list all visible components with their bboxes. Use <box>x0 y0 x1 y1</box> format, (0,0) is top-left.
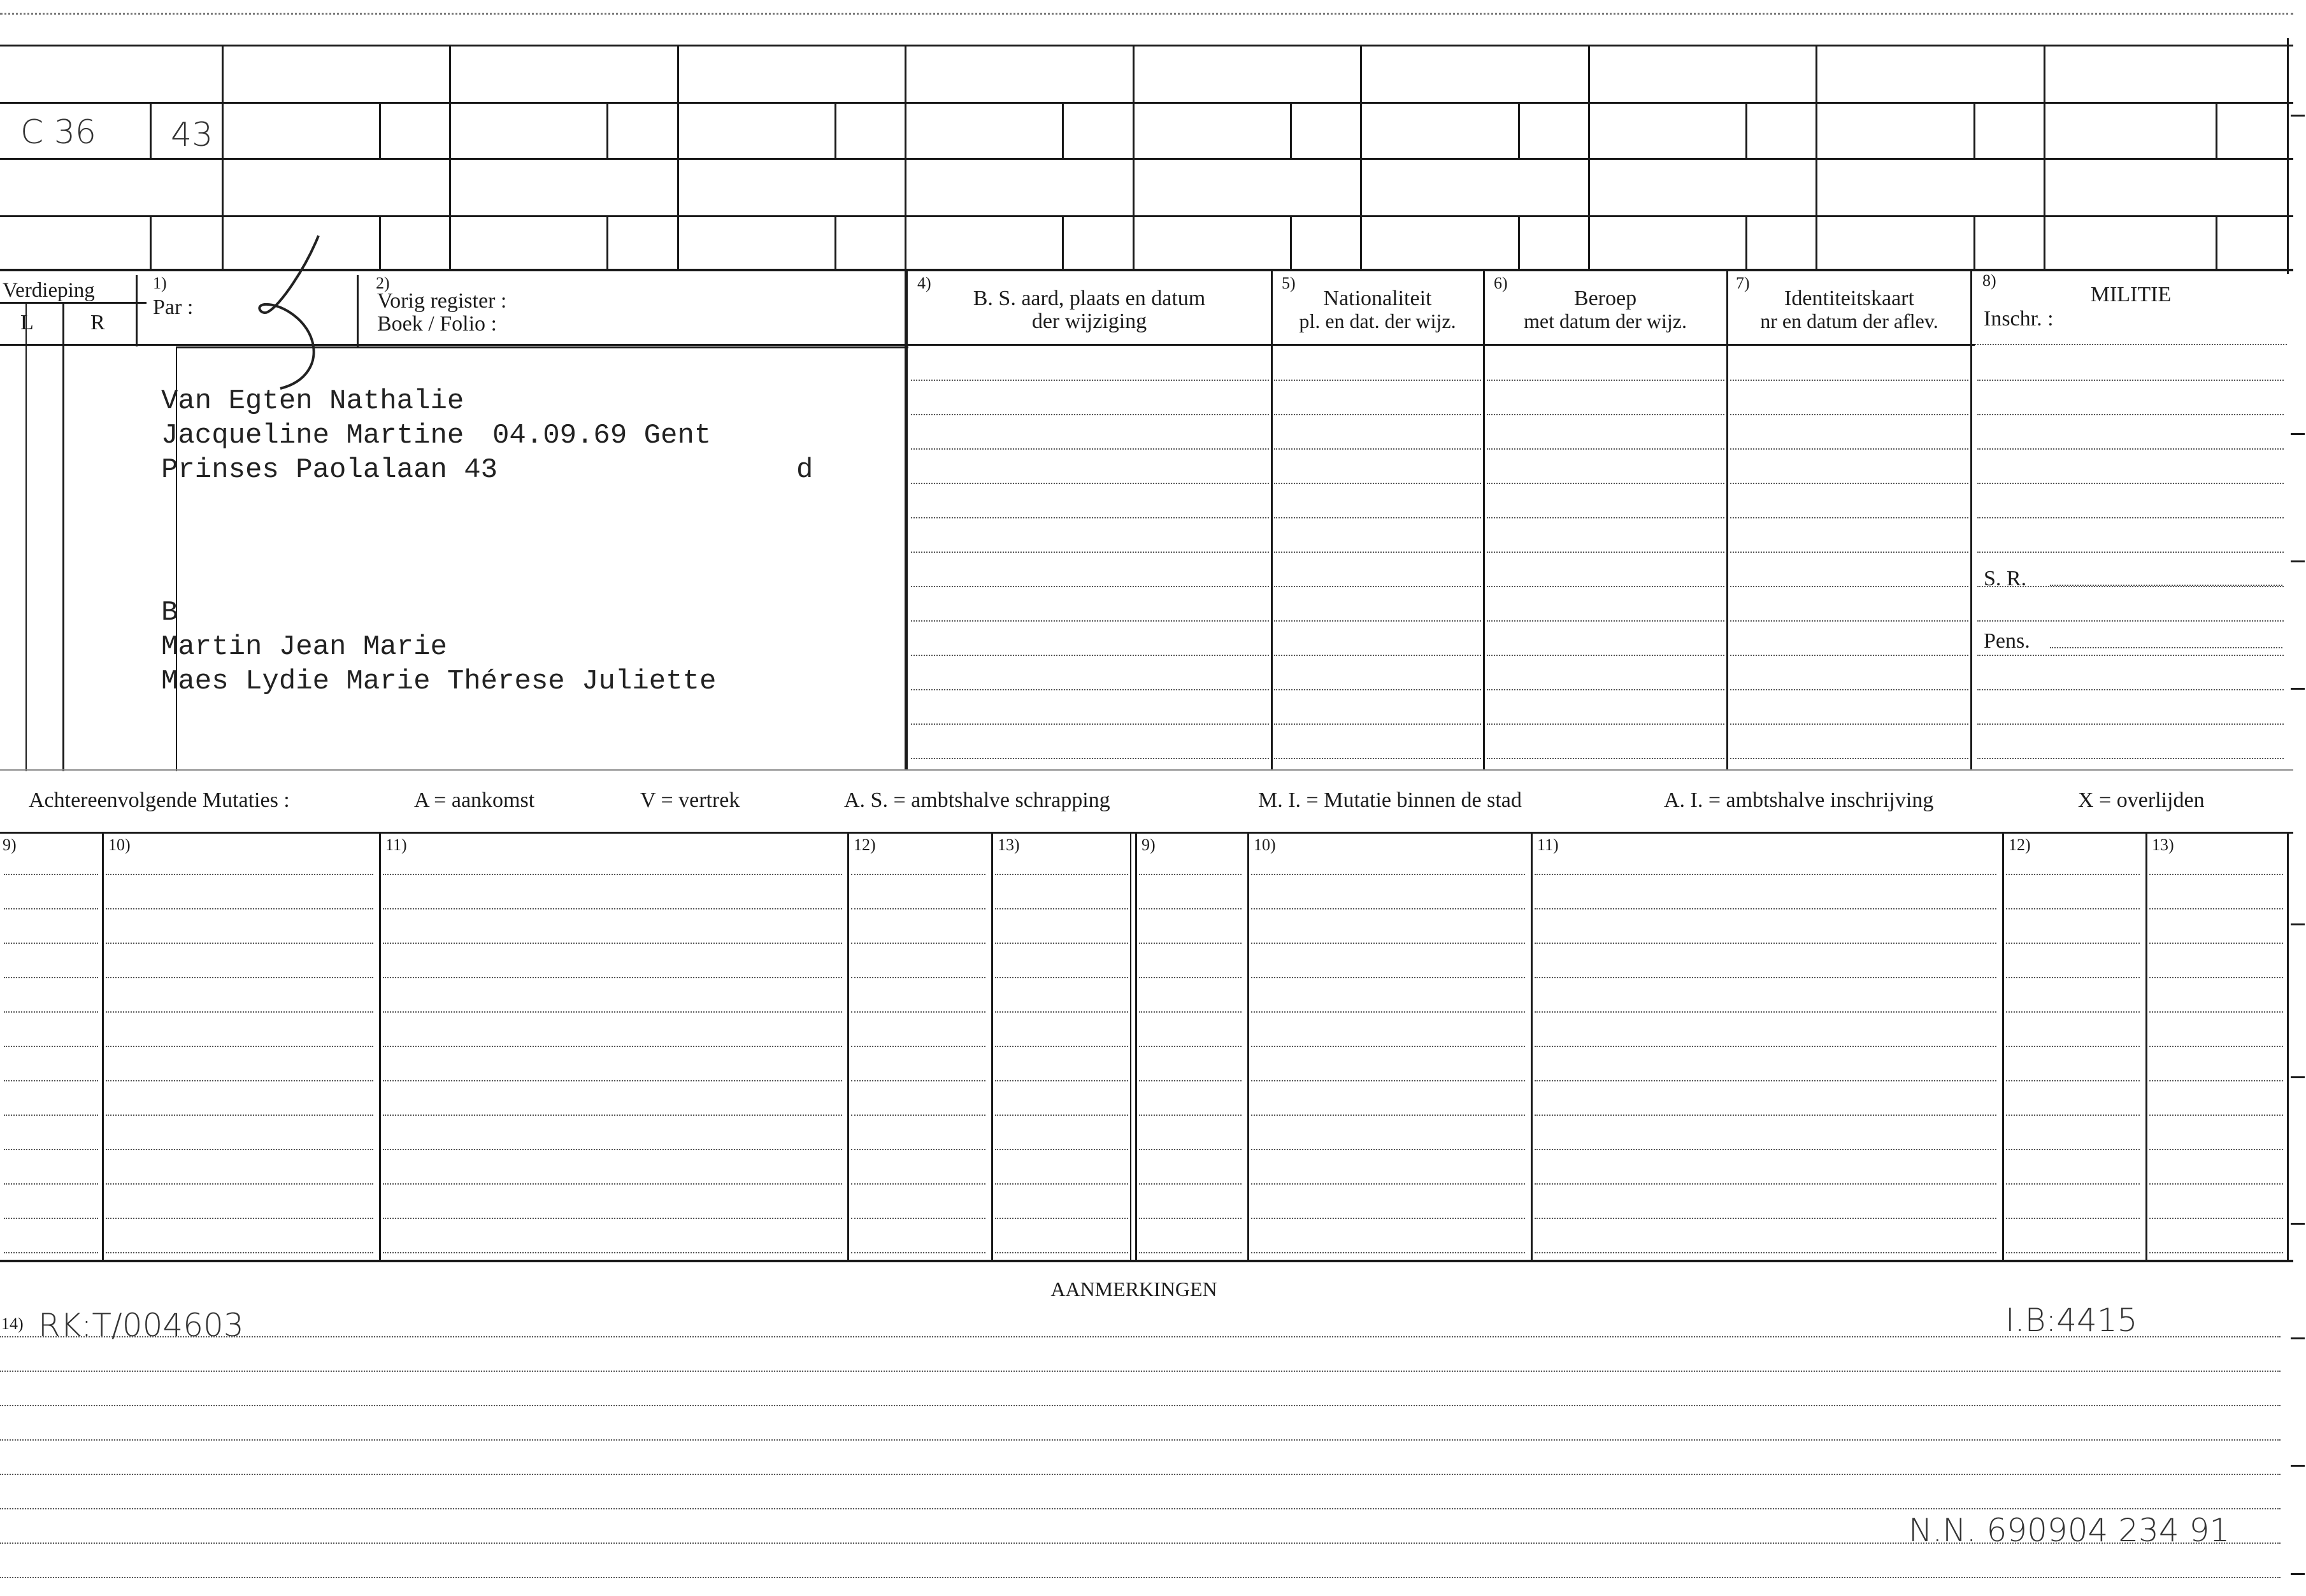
dotted-line <box>851 1218 985 1219</box>
dotted-line <box>911 586 1269 587</box>
dotted-line <box>1274 414 1481 415</box>
column-number: 9) <box>3 836 17 854</box>
dotted-line <box>1251 1011 1525 1013</box>
dotted-line <box>995 1115 1128 1116</box>
dotted-line <box>1730 723 1968 725</box>
column-divider <box>1135 832 1137 1261</box>
dotted-line <box>106 977 373 978</box>
edge-tick <box>2291 1573 2305 1575</box>
col6-label1: Beroep <box>1573 287 1637 310</box>
dotted-line <box>0 1543 2281 1544</box>
militie-pens: Pens. <box>1984 629 2030 653</box>
dotted-line <box>911 517 1269 518</box>
dotted-line <box>1977 517 2284 518</box>
col2-num: 2) <box>376 274 390 292</box>
dotted-line <box>106 1080 373 1081</box>
militie-sr: S. R. <box>1984 567 2027 590</box>
remarks-rk: RK:T/004603 <box>38 1307 244 1344</box>
dotted-line <box>1535 1149 1996 1150</box>
legend-as: A. S. = ambtshalve schrapping <box>844 788 1110 812</box>
dotted-line <box>0 1577 2281 1578</box>
dotted-line <box>106 1115 373 1116</box>
dotted-line <box>1139 1252 1242 1253</box>
dotted-line <box>995 1149 1128 1150</box>
dotted-line <box>1487 620 1724 622</box>
col2-label1: Vorig register : <box>377 289 507 313</box>
dotted-line <box>1251 874 1525 875</box>
dotted-line <box>995 908 1128 909</box>
col1-num: 1) <box>153 274 167 292</box>
dotted-line <box>1535 1218 1996 1219</box>
dotted-line <box>1977 483 2284 484</box>
dotted-line <box>106 1183 373 1185</box>
dotted-line <box>2149 1115 2283 1116</box>
dotted-line <box>4 1115 98 1116</box>
floor-label: Verdieping <box>3 279 95 302</box>
col2-label2: Boek / Folio : <box>377 312 497 336</box>
dotted-line <box>1535 977 1996 978</box>
dotted-line <box>851 1149 985 1150</box>
dotted-line <box>1730 758 1968 759</box>
dotted-line <box>851 908 985 909</box>
dotted-line <box>2006 1080 2140 1081</box>
remarks-num: 14) <box>1 1315 24 1333</box>
dotted-line <box>2006 1149 2140 1150</box>
column-number: 11) <box>1537 836 1559 854</box>
dotted-line <box>1251 1149 1525 1150</box>
dotted-line <box>1730 448 1968 450</box>
col7-label2: nr en datum der aflev. <box>1760 310 1938 332</box>
dotted-line <box>911 380 1269 381</box>
dotted-line <box>2006 1252 2140 1253</box>
legend-x: X = overlijden <box>2078 788 2205 812</box>
edge-tick <box>2291 1465 2305 1467</box>
dotted-line <box>4 1218 98 1219</box>
col4-label2: der wijziging <box>1031 310 1147 333</box>
floor-left: L <box>20 311 34 334</box>
dotted-line <box>911 552 1269 553</box>
dotted-line <box>1535 874 1996 875</box>
dotted-line <box>1251 1080 1525 1081</box>
dotted-line <box>1487 586 1724 587</box>
dotted-line <box>851 1011 985 1013</box>
dotted-line <box>1487 483 1724 484</box>
dotted-line <box>995 874 1128 875</box>
edge-tick <box>2291 433 2305 435</box>
dotted-line <box>1535 1046 1996 1047</box>
dotted-line <box>1487 380 1724 381</box>
dotted-line <box>995 1218 1128 1219</box>
dotted-line <box>1251 1252 1525 1253</box>
dotted-line <box>0 1371 2281 1372</box>
dotted-line <box>1251 1183 1525 1185</box>
dotted-line <box>2006 977 2140 978</box>
dotted-line <box>1977 620 2284 622</box>
dotted-line <box>911 689 1269 690</box>
dotted-line <box>1730 689 1968 690</box>
dotted-line <box>911 448 1269 450</box>
dotted-line <box>2006 1115 2140 1116</box>
dotted-line <box>1274 380 1481 381</box>
col5-num: 5) <box>1282 274 1296 292</box>
dotted-line <box>1977 723 2284 725</box>
dotted-line <box>2149 1252 2283 1253</box>
dotted-line <box>383 1046 842 1047</box>
dotted-line <box>2149 1046 2283 1047</box>
dotted-line <box>1139 1183 1242 1185</box>
col8-num: 8) <box>1982 271 1996 290</box>
dotted-line <box>1139 1218 1242 1219</box>
dotted-line <box>4 1046 98 1047</box>
column-divider <box>1130 832 1131 1261</box>
remarks-ib: I.B:4415 <box>2005 1302 2138 1339</box>
dotted-line <box>995 1183 1128 1185</box>
dotted-line <box>383 1252 842 1253</box>
col5-label1: Nationaliteit <box>1323 287 1432 310</box>
dotted-line <box>4 908 98 909</box>
dotted-line <box>2149 1149 2283 1150</box>
dotted-line <box>1251 908 1525 909</box>
dotted-line <box>1139 1115 1242 1116</box>
dotted-line <box>1139 874 1242 875</box>
column-number: 10) <box>108 836 131 854</box>
dotted-line <box>1139 1011 1242 1013</box>
dotted-line <box>2006 943 2140 944</box>
dotted-line <box>1977 758 2284 759</box>
dotted-line <box>851 1115 985 1116</box>
dotted-line <box>1274 620 1481 622</box>
dotted-line <box>1274 586 1481 587</box>
dotted-line <box>995 1080 1128 1081</box>
militie-title: MILITIE <box>2090 283 2172 306</box>
col1-label: Par : <box>153 296 194 319</box>
column-number: 12) <box>854 836 876 854</box>
dotted-line <box>383 943 842 944</box>
dotted-line <box>106 874 373 875</box>
dotted-line <box>1487 655 1724 656</box>
dotted-line <box>1535 1115 1996 1116</box>
dotted-line <box>4 977 98 978</box>
dotted-line <box>2149 908 2283 909</box>
dotted-line <box>1977 689 2284 690</box>
dotted-line <box>1535 943 1996 944</box>
dotted-line <box>911 758 1269 759</box>
col5-label2: pl. en dat. der wijz. <box>1299 310 1456 332</box>
dotted-line <box>995 1252 1128 1253</box>
column-divider <box>1247 832 1249 1261</box>
column-divider <box>102 832 104 1261</box>
dotted-line <box>383 1149 842 1150</box>
mother-name: Maes Lydie Marie Thérese Juliette <box>161 666 717 697</box>
dotted-line <box>1487 758 1724 759</box>
remarks-title: AANMERKINGEN <box>1050 1278 1217 1300</box>
dotted-line <box>4 1183 98 1185</box>
dotted-line <box>106 943 373 944</box>
dotted-line <box>2006 1046 2140 1047</box>
dotted-line <box>1730 414 1968 415</box>
dotted-line <box>1977 380 2284 381</box>
dotted-line <box>1977 414 2284 415</box>
dotted-line <box>911 723 1269 725</box>
dotted-line <box>1487 517 1724 518</box>
dotted-line <box>1274 689 1481 690</box>
dotted-line <box>1535 1011 1996 1013</box>
dotted-line <box>1730 586 1968 587</box>
militie-inschr: Inschr. : <box>1984 307 2054 331</box>
column-number: 10) <box>1254 836 1276 854</box>
dotted-line <box>1730 655 1968 656</box>
dotted-line <box>1487 414 1724 415</box>
dotted-line <box>851 943 985 944</box>
column-divider <box>1531 832 1533 1261</box>
dotted-line <box>106 1252 373 1253</box>
dotted-line <box>1535 1080 1996 1081</box>
dotted-line <box>0 1508 2281 1509</box>
dotted-line <box>0 1439 2281 1441</box>
column-number: 9) <box>1142 836 1156 854</box>
dotted-line <box>911 483 1269 484</box>
dotted-line <box>4 1011 98 1013</box>
edge-tick <box>2291 1223 2305 1225</box>
dotted-line <box>1251 1218 1525 1219</box>
dotted-line <box>106 1218 373 1219</box>
dotted-line <box>1139 943 1242 944</box>
legend-mi: M. I. = Mutatie binnen de stad <box>1258 788 1522 812</box>
remarks-nn: N.N. 690904 234 91 <box>1909 1512 2230 1549</box>
column-divider <box>2287 832 2289 1261</box>
dotted-line <box>383 908 842 909</box>
col4-num: 4) <box>917 274 931 292</box>
dotted-line <box>383 1183 842 1185</box>
dotted-line <box>2006 874 2140 875</box>
dotted-line <box>1730 620 1968 622</box>
dotted-line <box>4 1252 98 1253</box>
person-given-names: Jacqueline Martine <box>161 420 464 452</box>
dotted-line <box>383 1218 842 1219</box>
dotted-line <box>1977 552 2284 553</box>
house-number: 43 <box>171 116 213 154</box>
section-code: C 36 <box>20 113 97 152</box>
dotted-line <box>2006 1011 2140 1013</box>
dotted-line <box>851 1252 985 1253</box>
dotted-line <box>995 1046 1128 1047</box>
col4-label1: B. S. aard, plaats en datum <box>973 287 1206 310</box>
dotted-line <box>1487 723 1724 725</box>
dotted-line <box>1535 1252 1996 1253</box>
col6-num: 6) <box>1494 274 1508 292</box>
edge-tick <box>2291 688 2305 690</box>
dotted-line <box>1274 723 1481 725</box>
person-birth: 04.09.69 Gent <box>492 420 712 452</box>
dotted-line <box>1139 1046 1242 1047</box>
dotted-line <box>0 1405 2281 1406</box>
dotted-line <box>911 655 1269 656</box>
dotted-line <box>4 1149 98 1150</box>
col7-num: 7) <box>1736 274 1750 292</box>
dotted-line <box>4 874 98 875</box>
dotted-line <box>383 874 842 875</box>
dotted-line <box>1139 1080 1242 1081</box>
dotted-line <box>1251 1046 1525 1047</box>
dotted-line <box>1730 552 1968 553</box>
column-number: 13) <box>998 836 1020 854</box>
dotted-line <box>383 977 842 978</box>
edge-tick <box>2291 560 2305 562</box>
dotted-line <box>851 1080 985 1081</box>
dotted-line <box>1139 1149 1242 1150</box>
legend-ai: A. I. = ambtshalve inschrijving <box>1664 788 1934 812</box>
dotted-line <box>1730 380 1968 381</box>
dotted-line <box>2006 908 2140 909</box>
dotted-line <box>1977 655 2284 656</box>
edge-tick <box>2291 1076 2305 1078</box>
dotted-line <box>2149 1080 2283 1081</box>
dotted-line <box>1977 448 2284 450</box>
legend-a: A = aankomst <box>414 788 535 812</box>
dotted-line <box>2149 977 2283 978</box>
dotted-line <box>1274 758 1481 759</box>
dotted-line <box>2149 874 2283 875</box>
edge-tick <box>2291 115 2305 117</box>
dotted-line <box>851 1046 985 1047</box>
dotted-line <box>851 874 985 875</box>
dotted-line <box>1487 448 1724 450</box>
column-number: 12) <box>2009 836 2031 854</box>
column-divider <box>991 832 993 1261</box>
dotted-line <box>1730 517 1968 518</box>
floor-right: R <box>90 311 105 334</box>
dotted-line <box>383 1080 842 1081</box>
dotted-line <box>2006 1218 2140 1219</box>
father-name: Martin Jean Marie <box>161 631 447 663</box>
dotted-line <box>851 1183 985 1185</box>
dotted-line <box>1487 689 1724 690</box>
col7-label1: Identiteitskaart <box>1784 287 1914 310</box>
dotted-line <box>851 977 985 978</box>
dotted-line <box>1274 655 1481 656</box>
dotted-line <box>2149 943 2283 944</box>
dotted-line <box>2149 1218 2283 1219</box>
parents-label: B <box>161 597 178 629</box>
col6-label2: met datum der wijz. <box>1524 310 1687 332</box>
dotted-line <box>106 908 373 909</box>
dotted-line <box>106 1046 373 1047</box>
person-marker: d <box>796 454 813 486</box>
dotted-line <box>1535 908 1996 909</box>
dotted-line <box>911 620 1269 622</box>
edge-tick <box>2291 923 2305 925</box>
dotted-line <box>106 1011 373 1013</box>
column-divider <box>847 832 849 1261</box>
dotted-line <box>2149 1011 2283 1013</box>
column-number: 13) <box>2152 836 2174 854</box>
column-divider <box>2002 832 2004 1261</box>
column-divider <box>2145 832 2147 1261</box>
dotted-line <box>1139 908 1242 909</box>
dotted-line <box>911 414 1269 415</box>
dotted-line <box>383 1115 842 1116</box>
person-name: Van Egten Nathalie <box>161 385 464 417</box>
dotted-line <box>995 1011 1128 1013</box>
dotted-line <box>1274 483 1481 484</box>
dotted-line <box>1251 1115 1525 1116</box>
pen-stroke <box>242 229 369 395</box>
dotted-line <box>1251 977 1525 978</box>
column-divider <box>379 832 381 1261</box>
legend-v: V = vertrek <box>640 788 740 812</box>
dotted-line <box>4 1080 98 1081</box>
person-address: Prinses Paolalaan 43 <box>161 454 498 486</box>
dotted-line <box>106 1149 373 1150</box>
dotted-line <box>2006 1183 2140 1185</box>
dotted-line <box>383 1011 842 1013</box>
legend-title: Achtereenvolgende Mutaties : <box>29 788 290 812</box>
dotted-line <box>1274 517 1481 518</box>
dotted-line <box>995 943 1128 944</box>
dotted-line <box>2149 1183 2283 1185</box>
dotted-line <box>1251 943 1525 944</box>
dotted-line <box>1274 552 1481 553</box>
dotted-line <box>1487 552 1724 553</box>
dotted-line <box>995 977 1128 978</box>
dotted-line <box>1139 977 1242 978</box>
dotted-line <box>4 943 98 944</box>
dotted-line <box>1274 448 1481 450</box>
dotted-line <box>0 1474 2281 1475</box>
dotted-line <box>1535 1183 1996 1185</box>
edge-tick <box>2291 1337 2305 1339</box>
column-number: 11) <box>385 836 407 854</box>
dotted-line <box>1730 483 1968 484</box>
dotted-line <box>0 1336 2281 1337</box>
